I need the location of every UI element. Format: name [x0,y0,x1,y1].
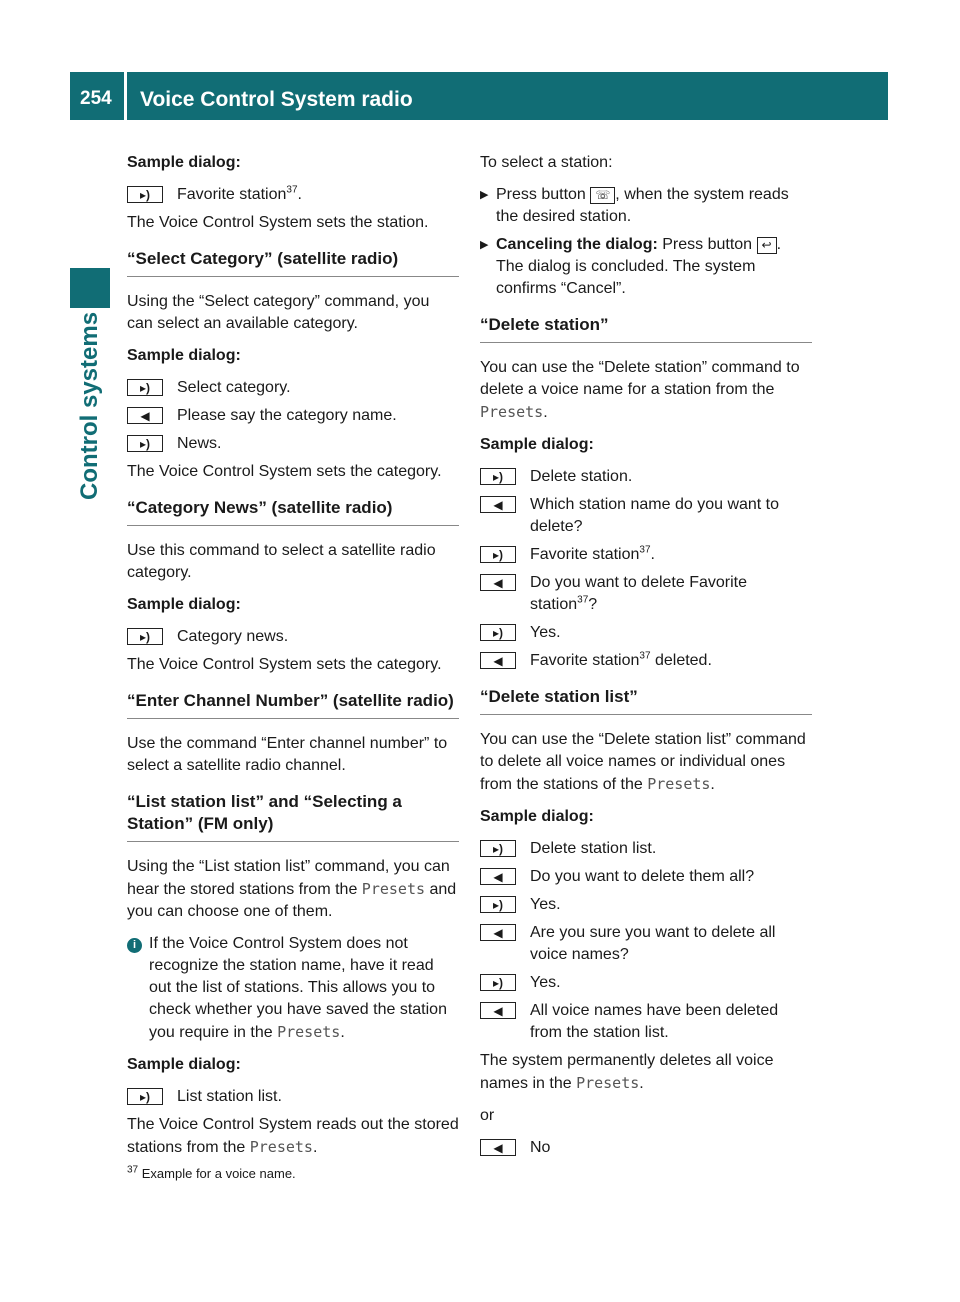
sample-dialog-heading: Sample dialog: [480,808,594,825]
system-voice-icon: ◀ [480,924,516,941]
bullet-step: ▶ Canceling the dialog: Press button ↩ . The dialog is concluded. The system confirms “Cancel”. [480,234,812,300]
section-heading: “Delete station list” [480,686,812,715]
dialog-line-system: ◀ Favorite station$^{37}$ deleted. [480,650,812,672]
speaker-icon: ▸) [127,628,163,645]
speaker-icon: ▸) [127,186,163,203]
dialog-line-user: ▸) Favorite station$^{37}$. [127,184,459,206]
dialog-line-system: ◀ Please say the category name. [127,405,459,427]
paragraph: The Voice Control System sets the category. [127,463,442,480]
header-separator [124,72,127,120]
page-number: 254 [80,88,112,109]
dialog-line-user: ▸) Select category. [127,377,459,399]
sample-dialog-heading: Sample dialog: [127,154,241,171]
speaker-icon: ▸) [480,624,516,641]
paragraph: You can use the “Delete station” command to delete a voice name for a station from the Presets. [480,359,800,421]
sample-dialog-heading: Sample dialog: [480,436,594,453]
sample-dialog-heading: Sample dialog: [127,1056,241,1073]
footnote: $^{37}$ Example for a voice name. [127,1164,296,1181]
paragraph: Using the “Select category” command, you can select an available category. [127,293,430,332]
speaker-icon: ▸) [480,546,516,563]
side-tab-marker [70,268,110,308]
paragraph: The system permanently deletes all voice names in the Presets. [480,1052,774,1092]
sample-dialog-heading: Sample dialog: [127,347,241,364]
system-voice-icon: ◀ [480,652,516,669]
left-column [127,152,459,1169]
speaker-icon: ▸) [127,1088,163,1105]
system-voice-icon: ◀ [480,868,516,885]
dialog-line-system: ◀ Are you sure you want to delete all voice names? [480,922,812,966]
paragraph: You can use the “Delete station list” command to delete all voice names or individual ones from the stations of the Presets. [480,731,806,793]
section-heading: “Category News” (satellite radio) [127,497,459,526]
dialog-line-system: ◀ Do you want to delete Favorite station$^{37}$? [480,572,812,616]
dialog-line-system: ◀ All voice names have been deleted from the station list. [480,1000,812,1044]
dialog-line-user: ▸) News. [127,433,459,455]
paragraph: or [480,1107,495,1124]
section-heading: “Enter Channel Number” (satellite radio) [127,690,459,719]
speaker-icon: ▸) [480,974,516,991]
dialog-line-user: ▸) Favorite station$^{37}$. [480,544,812,566]
bullet-step: ▶ Press button ☏ , when the system reads the desired station. [480,184,812,228]
speaker-icon: ▸) [127,435,163,452]
paragraph: Using the “List station list” command, you can hear the stored stations from the Presets and you can choose one of them. [127,858,457,920]
info-note: i If the Voice Control System does not recognize the station name, have it read out the list of stations. This allows you to check whether you have saved the station you require in the Presets. [127,933,459,1044]
right-column [480,152,812,1165]
sample-dialog-heading: Sample dialog: [127,596,241,613]
dialog-line-user: ▸) Category news. [127,626,459,648]
arrow-icon: ▶ [480,239,489,251]
dialog-line-user: ▸) Delete station. [480,466,812,488]
speaker-icon: ▸) [480,896,516,913]
dialog-line-system: ◀ Do you want to delete them all? [480,866,812,888]
speaker-icon: ▸) [480,468,516,485]
paragraph: Use this command to select a satellite radio category. [127,542,436,581]
section-heading: “List station list” and “Selecting a Station” (FM only) [127,791,459,842]
paragraph: The Voice Control System sets the category. [127,656,442,673]
paragraph: To select a station: [480,154,613,171]
dialog-line-system: ◀ Which station name do you want to delete? [480,494,812,538]
dialog-line-user: ▸) Yes. [480,622,812,644]
side-tab-label: Control systems [76,311,103,500]
arrow-icon: ▶ [480,189,489,201]
system-voice-icon: ◀ [480,496,516,513]
dialog-line-user: ▸) Yes. [480,894,812,916]
system-voice-icon: ◀ [480,1002,516,1019]
back-key-icon: ↩ [757,237,777,254]
system-voice-icon: ◀ [127,407,163,424]
paragraph: The Voice Control System sets the station. [127,214,429,231]
paragraph: The Voice Control System reads out the stored stations from the Presets. [127,1116,459,1156]
section-heading: “Select Category” (satellite radio) [127,248,459,277]
system-voice-icon: ◀ [480,1139,516,1156]
section-heading: “Delete station” [480,314,812,343]
speaker-icon: ▸) [480,840,516,857]
info-icon: i [127,938,142,953]
dialog-line-user: ▸) List station list. [127,1086,459,1108]
dialog-line-system: ◀ No [480,1137,812,1159]
speaker-icon: ▸) [127,379,163,396]
page-title: Voice Control System radio [140,88,413,111]
paragraph: Use the command “Enter channel number” to select a satellite radio channel. [127,735,448,774]
phone-key-icon: ☏ [590,187,615,204]
dialog-line-user: ▸) Yes. [480,972,812,994]
system-voice-icon: ◀ [480,574,516,591]
dialog-line-user: ▸) Delete station list. [480,838,812,860]
